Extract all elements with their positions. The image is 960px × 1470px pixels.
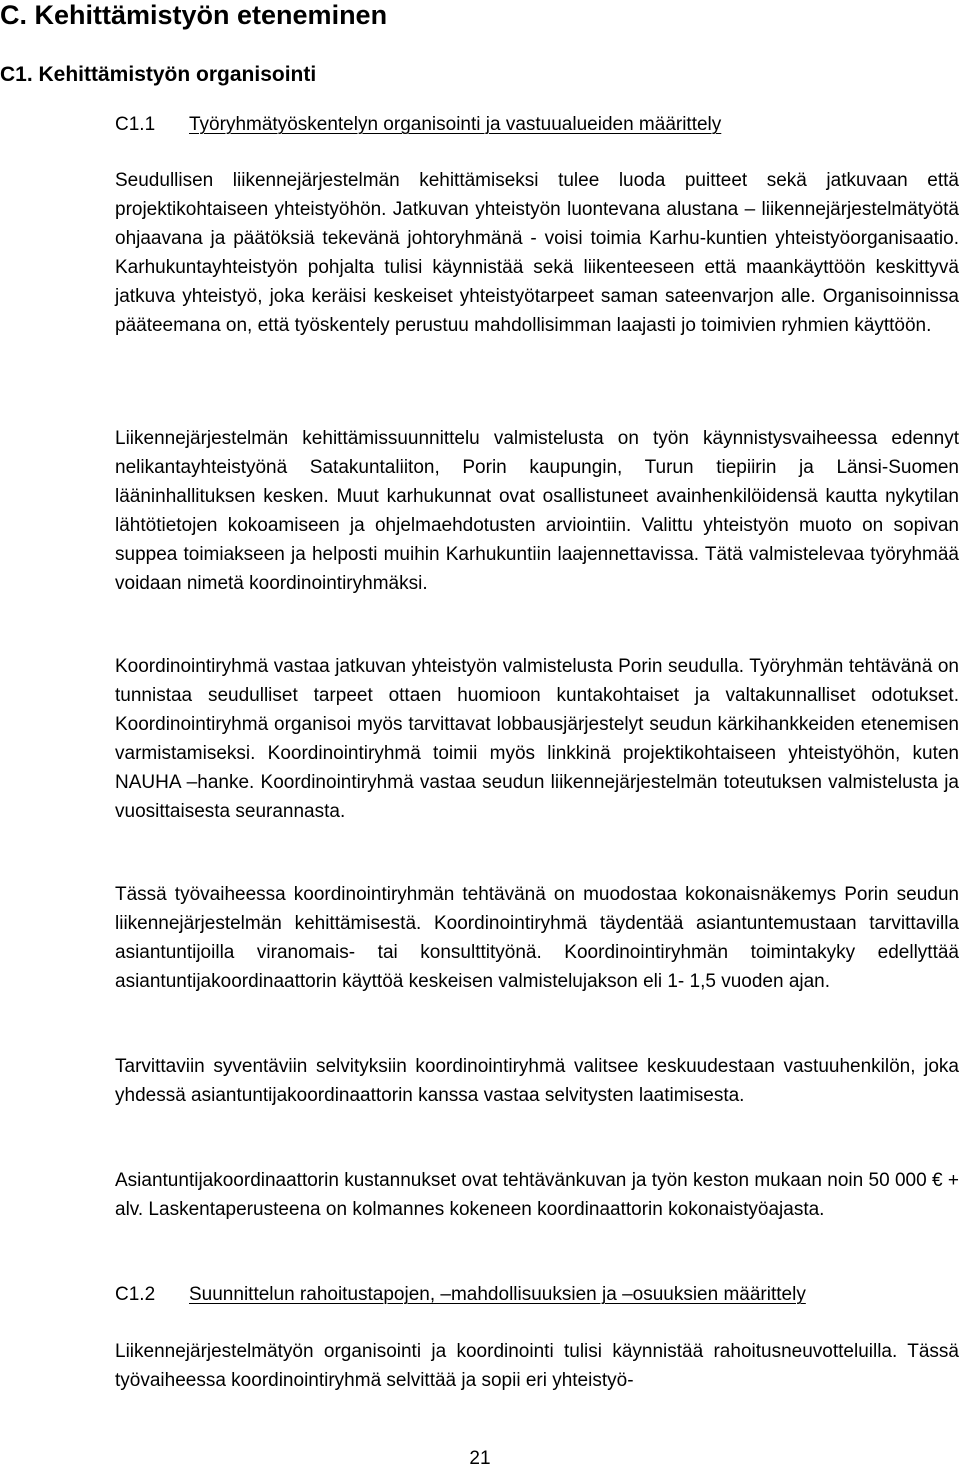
subsection-title: Työryhmätyöskentelyn organisointi ja vastuualueiden määrittely bbox=[189, 114, 722, 135]
subsection-number: C1.2 bbox=[115, 1284, 156, 1305]
paragraph: Asiantuntijakoordinaattorin kustannukset ovat tehtävänkuvan ja työn keston mukaan noin 50 000 € + alv. Laskentaperusteena on kolmannes kokeneen koordinaattorin kokonaistyöajasta. bbox=[115, 1170, 959, 1220]
subsection-heading-c1-2 bbox=[115, 1282, 806, 1308]
paragraph: Liikennejärjestelmätyön organisointi ja koordinointi tulisi käynnistää rahoitusneuvotteluilla. Tässä työvaiheessa koordinointiryhmä selvittää ja sopii eri yhteistyö- bbox=[115, 1341, 959, 1391]
paragraph: Liikennejärjestelmän kehittämissuunnittelu valmistelusta on työn käynnistysvaiheessa edennyt nelikantayhteistyönä Satakuntaliiton, Porin kaupungin, Turun tiepiirin ja Länsi-Suomen lääninhallituksen kesken. Muut karhukunnat ovat osallistuneet avainhenkilöidensä kautta nykytilan lähtötietojen kokoamiseen ja ohjelmaehdotusten arviointiin. Valittu yhteistyön muoto on sopivan suppea toimiakseen ja helposti muihin Karhukuntiin laajennettavissa. Tätä valmistelevaa työryhmää voidaan nimetä koordinointiryhmäksi. bbox=[115, 428, 959, 594]
paragraph: Koordinointiryhmä vastaa jatkuvan yhteistyön valmistelusta Porin seudulla. Työryhmän tehtävänä on tunnistaa seudulliset tarpeet ottaen huomioon kuntakohtaiset ja valtakunnalliset odotukset. Koordinointiryhmä organisoi myös tarvittavat lobbausjärjestelyt seudun kärkihankkeiden etenemisen varmistamiseksi. Koordinointiryhmä toimii myös linkkinä projektikohtaiseen yhteistyöhön, kuten NAUHA –hanke. Koordinointiryhmä vastaa seudun liikennejärjestelmän toteutuksen valmistelusta ja vuosittaisesta seurannasta. bbox=[115, 656, 959, 822]
paragraph: Tässä työvaiheessa koordinointiryhmän tehtävänä on muodostaa kokonaisnäkemys Porin seudun liikennejärjestelmän kehittämisestä. Koordinointiryhmä täydentää asiantuntemustaan tarvittavilla asiantuntijoilla viranomais- tai konsulttityönä. Koordinointiryhmän toimintakyky edellyttää asiantuntijakoordinaattorin käyttöä keskeisen valmistelujakson eli 1- 1,5 vuoden ajan. bbox=[115, 884, 959, 992]
paragraph: Tarvittaviin syventäviin selvityksiin koordinointiryhmä valitsee keskuudestaan vastuuhenkilön, joka yhdessä asiantuntijakoordinaattorin kanssa vastaa selvitysten laatimisesta. bbox=[115, 1056, 959, 1106]
subsection-title: Suunnittelun rahoitustapojen, –mahdollisuuksien ja –osuuksien määrittely bbox=[189, 1284, 806, 1305]
section-heading: C1. Kehittämistyön organisointi bbox=[0, 63, 317, 86]
subsection-number: C1.1 bbox=[115, 114, 156, 135]
chapter-heading: C. Kehittämistyön eteneminen bbox=[0, 0, 388, 30]
subsection-heading-c1-1 bbox=[115, 112, 721, 138]
page-number: 21 bbox=[469, 1448, 491, 1469]
paragraph: Seudullisen liikennejärjestelmän kehittämiseksi tulee luoda puitteet sekä jatkuvaan että projektikohtaiseen yhteistyöhön. Jatkuvan yhteistyön luontevana alustana – liikennejärjestelmätyötä ohjaavana ja päätöksiä tekevänä johtoryhmänä - voisi toimia Karhu-kuntien yhteistyöorganisaatio. Karhukuntayhteistyön pohjalta tulisi käynnistää sekä liikenteeseen että maankäyttöön keskittyvä jatkuva yhteistyö, joka keräisi keskeiset yhteistyötarpeet saman sateenvarjon alle. Organisoinnissa pääteemana on, että työskentely perustuu mahdollisimman laajasti jo toimivien ryhmien käyttöön. bbox=[115, 170, 959, 336]
